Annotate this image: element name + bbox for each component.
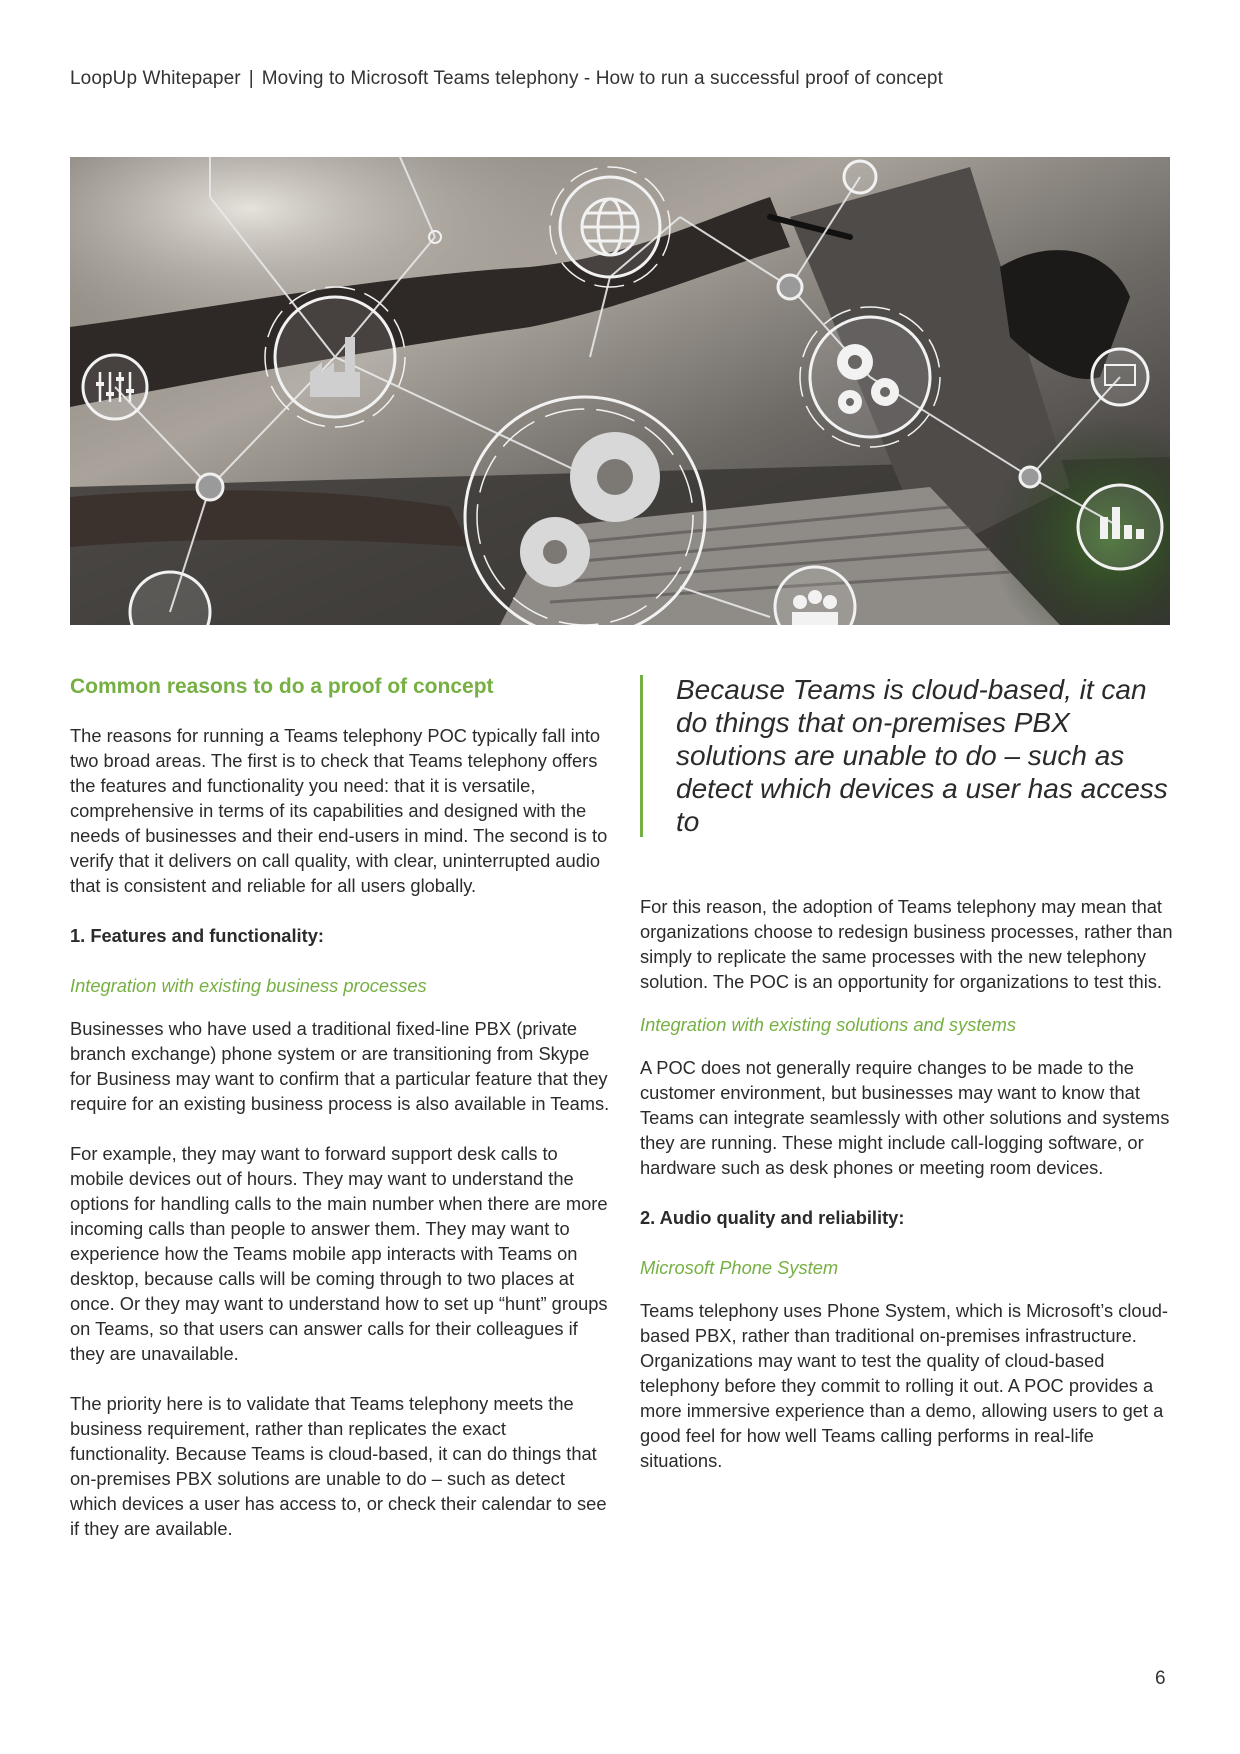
header-separator: | — [248, 68, 254, 89]
subheading-phone-system: Microsoft Phone System — [640, 1257, 839, 1278]
header-title: Moving to Microsoft Teams telephony - How to run a successful proof of concept — [261, 68, 943, 89]
section1-title: 1. Features and functionality: — [70, 925, 324, 946]
paragraph-priority: The priority here is to validate that Teams telephony meets the business requirement, rather than replicates the exact functionality. Because Teams is cloud-based, it can do things that on-premises PBX solutions are unable to do – such as detect which devices a user has access to, or check their calendar to see if they are available. — [70, 1393, 607, 1539]
header-brand: LoopUp Whitepaper — [70, 68, 241, 89]
page-header — [70, 68, 943, 90]
left-column — [70, 673, 610, 1541]
quote-bar — [640, 675, 643, 837]
right-column — [640, 673, 1180, 1473]
gears-icon — [810, 317, 930, 437]
hero-illustration — [70, 157, 1170, 625]
subheading-solutions-systems: Integration with existing solutions and systems — [640, 1014, 1016, 1035]
factory-icon — [275, 297, 395, 417]
paragraph-integration: A POC does not generally require changes to be made to the customer environment, but businesses may want to know that Teams can integrate seamlessly with other solutions and systems they are running. These might include call-logging software, or hardware such as desk phones or meeting room devices. — [640, 1057, 1170, 1178]
intro-paragraph: The reasons for running a Teams telephony POC typically fall into two broad areas. The first is to check that Teams telephony offers the features and functionality you need: that it is versatile, comprehensive in terms of its capabilities and designed with the needs of businesses and their end-users in mind. The second is to verify that it delivers on call quality, with clear, uninterrupted audio that is consistent and reliable for all users globally. — [70, 725, 608, 896]
quote-text: Because Teams is cloud-based, it can do things that on-premises PBX solutions are unable to do – such as detect which devices a user has access to — [676, 674, 1168, 837]
page-number: 6 — [1155, 1668, 1166, 1689]
paragraph-examples: For example, they may want to forward support desk calls to mobile devices out of hours. They may want to understand the options for handling calls to the main number when there are more incoming calls than people to answer them. They may want to experience how the Teams mobile app interacts with Teams on desktop, because calls will be coming through to two places at once. Or they may want to understand how to set up “hunt” groups on Teams, so that users can answer calls for their colleagues if they are unavailable. — [70, 1143, 608, 1364]
search-icon — [844, 161, 876, 193]
paragraph-adoption: For this reason, the adoption of Teams telephony may mean that organizations choose to redesign business processes, rather than simply to replicate the same processes with the new telephony solution. The POC is an opportunity for organizations to test this. — [640, 896, 1173, 992]
subheading-business-processes: Integration with existing business processes — [70, 975, 427, 996]
paragraph-pbx: Businesses who have used a traditional fixed-line PBX (private branch exchange) phone system or are transitioning from Skype for Business may want to confirm that a particular feature that they require for an existing business process is also available in Teams. — [70, 1018, 610, 1114]
section2-title: 2. Audio quality and reliability: — [640, 1207, 905, 1228]
monitor-chart-icon — [1092, 349, 1148, 405]
equalizer-icon — [83, 355, 147, 419]
paragraph-phone-system: Teams telephony uses Phone System, which is Microsoft’s cloud-based PBX, rather than traditional on-premises infrastructure. Organizations may want to test the quality of cloud-based telephony before they commit to rolling it out. A POC provides a more immersive experience than a demo, allowing users to get a good feel for how well Teams calling performs in real-life situations. — [640, 1300, 1169, 1471]
pull-quote — [640, 673, 1180, 838]
section-heading: Common reasons to do a proof of concept — [70, 675, 494, 698]
hero-image — [70, 157, 1170, 625]
